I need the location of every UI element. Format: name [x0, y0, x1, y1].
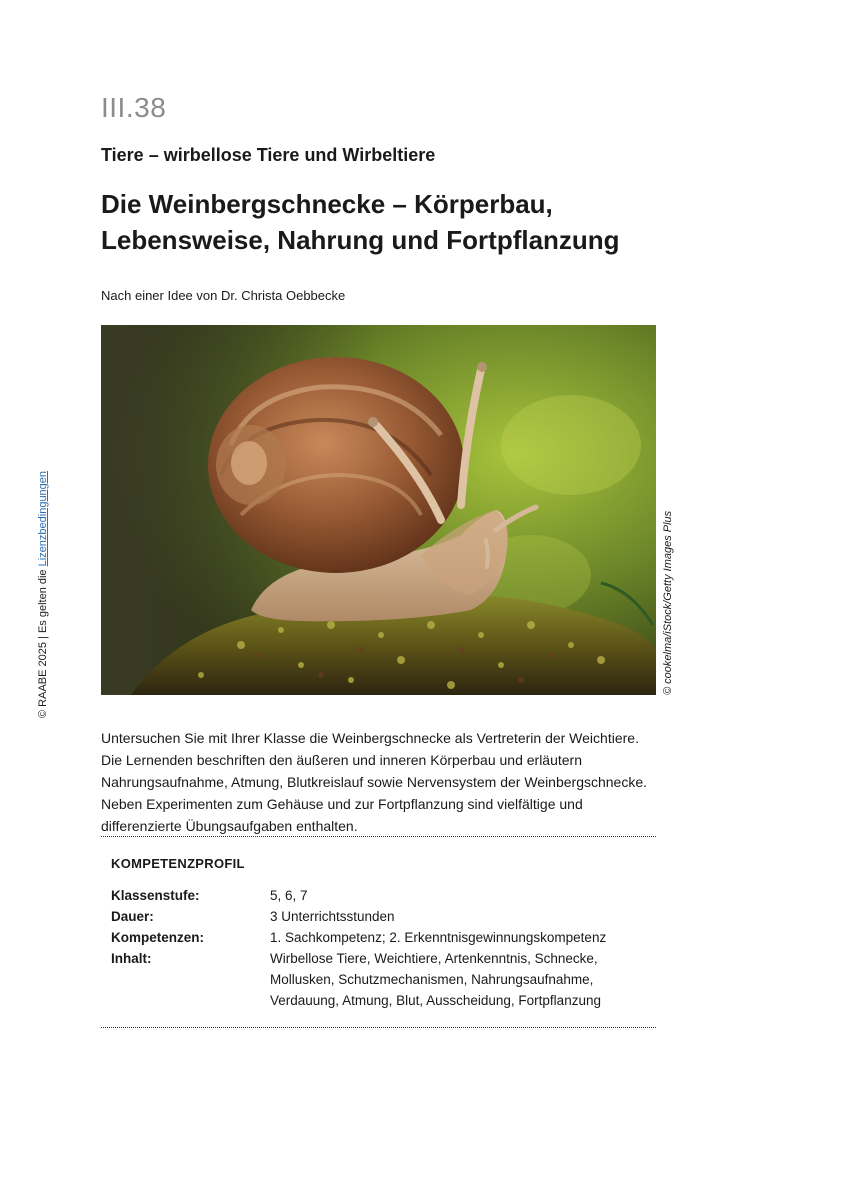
profile-value: Wirbellose Tiere, Weichtiere, Artenkenntnis, Schnecke, Mollusken, Schutzmechanismen, Nahrungsaufnahme, Verdauung, Atmung, Blut, Ausscheidung, Fortpflanzung [270, 951, 601, 1008]
author-line: Nach einer Idee von Dr. Christa Oebbecke [101, 288, 346, 303]
profile-value: 1. Sachkompetenz; 2. Erkenntnisgewinnungskompetenz [270, 930, 607, 945]
profile-heading: KOMPETENZPROFIL [111, 856, 245, 871]
section-code: III.38 [101, 92, 167, 123]
profile-label: Klassenstufe: [111, 888, 200, 903]
intro-paragraph: Untersuchen Sie mit Ihrer Klasse die Weinbergschnecke als Vertreterin der Weichtiere. Die Lernenden beschriften den äußeren und inneren Körperbau und erläutern Nahrungsaufnahme, Atmung, Blutkreislauf sowie Nervensystem der Weinbergschnecke. Neben Experimenten zum Gehäuse und zur Fortpflanzung sind vielfältige und differenzierte Übungsaufgaben enthalten. [101, 730, 648, 834]
page-title: Die Weinbergschnecke – Körperbau, Lebensweise, Nahrung und Fortpflanzung [101, 189, 620, 255]
profile-label: Dauer: [111, 909, 154, 924]
license-prefix: © RAABE 2025 | Es gelten die [37, 566, 49, 718]
profile-label: Kompetenzen: [111, 930, 205, 945]
profile-value: 5, 6, 7 [270, 888, 308, 903]
license-link[interactable]: Lizenzbedingungen [37, 470, 49, 567]
snail-photo [101, 325, 656, 695]
competence-profile [101, 836, 656, 1028]
profile-label: Inhalt: [111, 951, 152, 966]
license-note [37, 471, 49, 718]
profile-value: 3 Unterrichtsstunden [270, 909, 395, 924]
photo-credit: © cookelma/iStock/Getty Images Plus [662, 510, 674, 695]
category-heading: Tiere – wirbellose Tiere und Wirbeltiere [101, 145, 436, 165]
